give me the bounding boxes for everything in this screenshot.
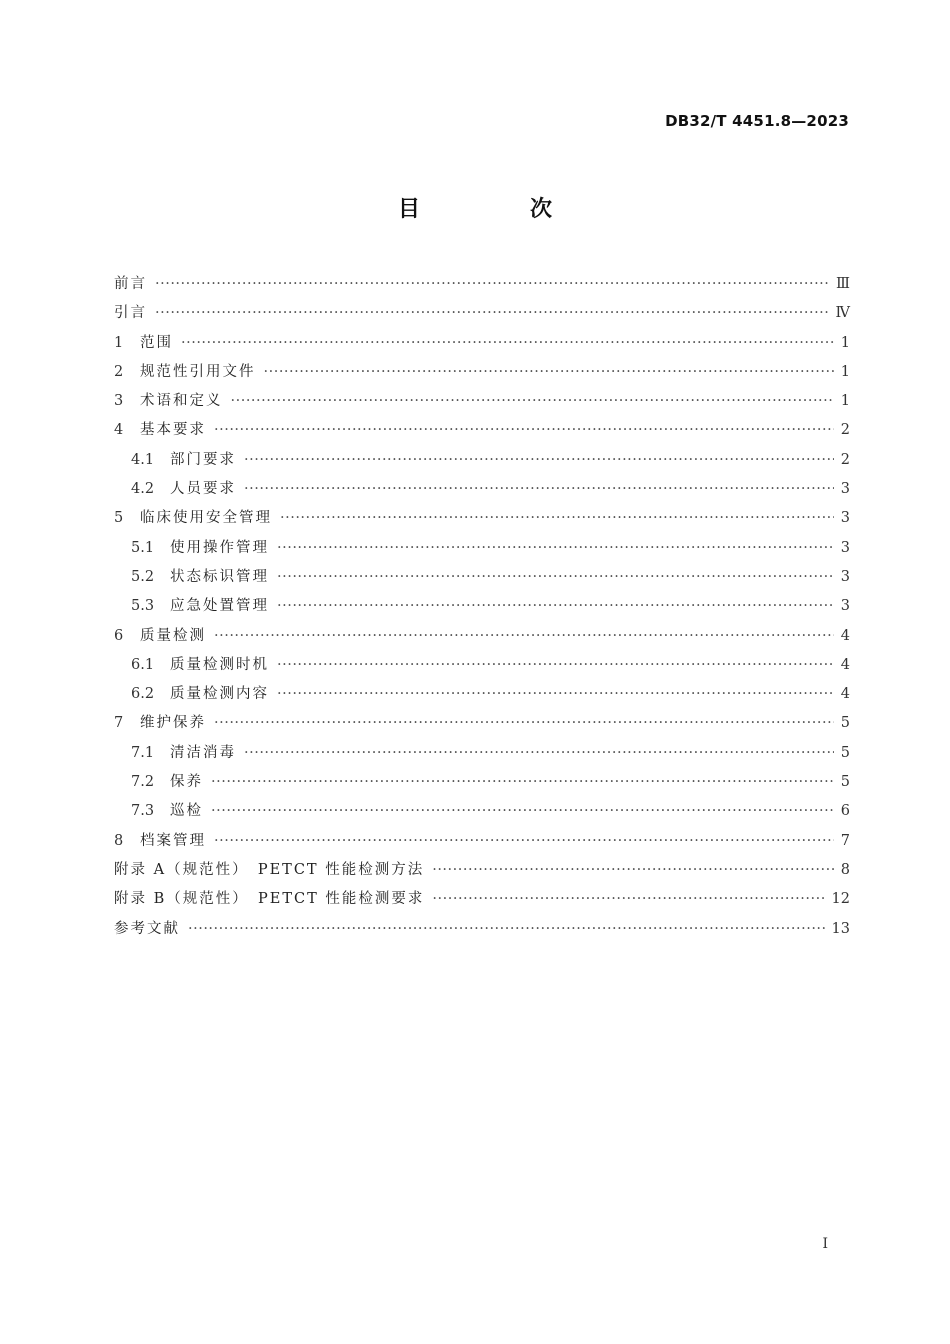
toc-entry-number: 7.2 [131,774,155,791]
toc-entry-label: 使用操作管理 [170,539,269,556]
toc-entry-page: Ⅲ [836,276,850,292]
toc-entry-page: Ⅳ [835,305,850,322]
toc-entry-page: 2 [840,422,850,439]
toc-dot-leader [155,299,830,328]
toc-entry-page: 5 [840,715,850,732]
toc-entry[interactable] [114,739,850,768]
toc-entry-page: 13 [831,920,850,937]
toc-entry-page: 2 [840,451,850,468]
toc-entry-number: 6 [114,627,124,644]
toc-entry-label: 应急处置管理 [170,598,269,615]
toc-dot-leader [211,768,834,797]
toc-entry-number: 6.2 [131,686,155,703]
toc-entry-page: 3 [840,539,850,556]
toc-entry-page: 3 [840,510,850,527]
toc-entry[interactable] [114,622,850,651]
toc-entry-page: 7 [840,832,850,849]
toc-entry-page: 3 [840,598,850,615]
toc-entry-label: 前言 [114,276,147,292]
toc-dot-leader [244,739,834,768]
toc-entry-number: 4.1 [131,451,155,468]
toc-entry-number: 5.3 [131,598,155,615]
toc-entry-label: 范围 [140,334,173,351]
toc-entry-page: 4 [840,627,850,644]
toc-entry-label: 清洁消毒 [170,744,236,761]
document-code: DB32/T 4451.8—2023 [665,112,849,130]
toc-entry[interactable] [114,651,850,680]
toc-entry-page: 3 [840,568,850,585]
toc-entry-number: 7 [114,715,124,732]
toc-entry-page: 3 [840,481,850,498]
toc-entry-label: 状态标识管理 [170,568,269,585]
toc-dot-leader [277,592,834,621]
toc-dot-leader [244,475,834,504]
toc-entry[interactable] [114,827,850,856]
toc-entry[interactable] [114,387,850,416]
toc-dot-leader [155,270,830,299]
toc-dot-leader [432,856,834,885]
toc-entry-number: 4.2 [131,481,155,498]
toc-entry-label: 维护保养 [140,715,206,732]
toc-dot-leader [188,915,826,944]
toc-dot-leader [181,329,834,358]
toc-dot-leader [280,504,834,533]
toc-entry[interactable] [114,768,850,797]
toc-entry[interactable] [114,915,850,944]
toc-entry-page: 5 [840,744,850,761]
toc-entry-label: 人员要求 [170,481,236,498]
toc-entry[interactable] [114,358,850,387]
toc-entry-page: 5 [840,774,850,791]
toc-entry[interactable] [114,299,850,328]
toc-entry-label: 质量检测内容 [170,686,269,703]
toc-entry-number: 5 [114,510,124,527]
toc-entry-number: 2 [114,363,124,380]
toc-dot-leader [244,446,834,475]
toc-entry-label: 巡检 [170,803,203,820]
toc-dot-leader [277,534,834,563]
toc-entry-page: 1 [840,334,850,351]
table-of-contents [114,270,850,944]
toc-entry[interactable] [114,534,850,563]
toc-entry-label: 基本要求 [140,422,206,439]
toc-dot-leader [277,680,834,709]
toc-entry-page: 4 [840,686,850,703]
toc-dot-leader [432,885,825,914]
toc-entry-label: 引言 [114,305,147,322]
toc-entry-page: 6 [840,803,850,820]
toc-entry-number: 8 [114,832,124,849]
toc-entry[interactable] [114,416,850,445]
toc-entry-number: 5.2 [131,568,155,585]
toc-entry-label: 质量检测 [140,627,206,644]
toc-dot-leader [277,651,834,680]
toc-entry-page: 8 [840,861,850,878]
toc-dot-leader [214,709,834,738]
toc-dot-leader [214,416,834,445]
toc-entry[interactable] [114,856,850,885]
toc-entry[interactable] [114,475,850,504]
toc-dot-leader [211,797,834,826]
toc-entry-label: 术语和定义 [140,393,223,410]
toc-entry-page: 12 [831,891,850,908]
toc-entry-label: 质量检测时机 [170,656,269,673]
toc-entry[interactable] [114,563,850,592]
toc-entry-label: 附录 A（规范性） PETCT 性能检测方法 [114,861,425,878]
toc-entry[interactable] [114,680,850,709]
toc-entry-number: 4 [114,422,124,439]
toc-entry[interactable] [114,270,850,299]
toc-dot-leader [214,622,834,651]
toc-entry-number: 6.1 [131,656,155,673]
toc-entry-number: 7.3 [131,803,155,820]
toc-entry-number: 5.1 [131,539,155,556]
toc-entry[interactable] [114,797,850,826]
toc-entry-label: 参考文献 [114,920,180,937]
toc-entry-label: 部门要求 [170,451,236,468]
toc-entry-label: 保养 [170,774,203,791]
page-number: Ⅰ [822,1236,828,1252]
toc-dot-leader [214,827,834,856]
toc-dot-leader [264,358,835,387]
toc-entry[interactable] [114,592,850,621]
toc-title: 目 次 [397,197,596,222]
toc-entry-number: 7.1 [131,744,155,761]
toc-entry[interactable] [114,446,850,475]
toc-entry-page: 4 [840,656,850,673]
toc-entry-label: 临床使用安全管理 [140,510,272,527]
toc-dot-leader [231,387,835,416]
toc-entry[interactable] [114,709,850,738]
toc-dot-leader [277,563,834,592]
toc-entry[interactable] [114,504,850,533]
toc-entry-page: 1 [840,393,850,410]
toc-entry-page: 1 [840,363,850,380]
toc-entry-label: 附录 B（规范性） PETCT 性能检测要求 [114,891,425,908]
toc-entry[interactable] [114,329,850,358]
toc-entry-number: 3 [114,393,124,410]
toc-entry[interactable] [114,885,850,914]
toc-entry-number: 1 [114,334,124,351]
toc-entry-label: 规范性引用文件 [140,363,256,380]
toc-entry-label: 档案管理 [140,832,206,849]
